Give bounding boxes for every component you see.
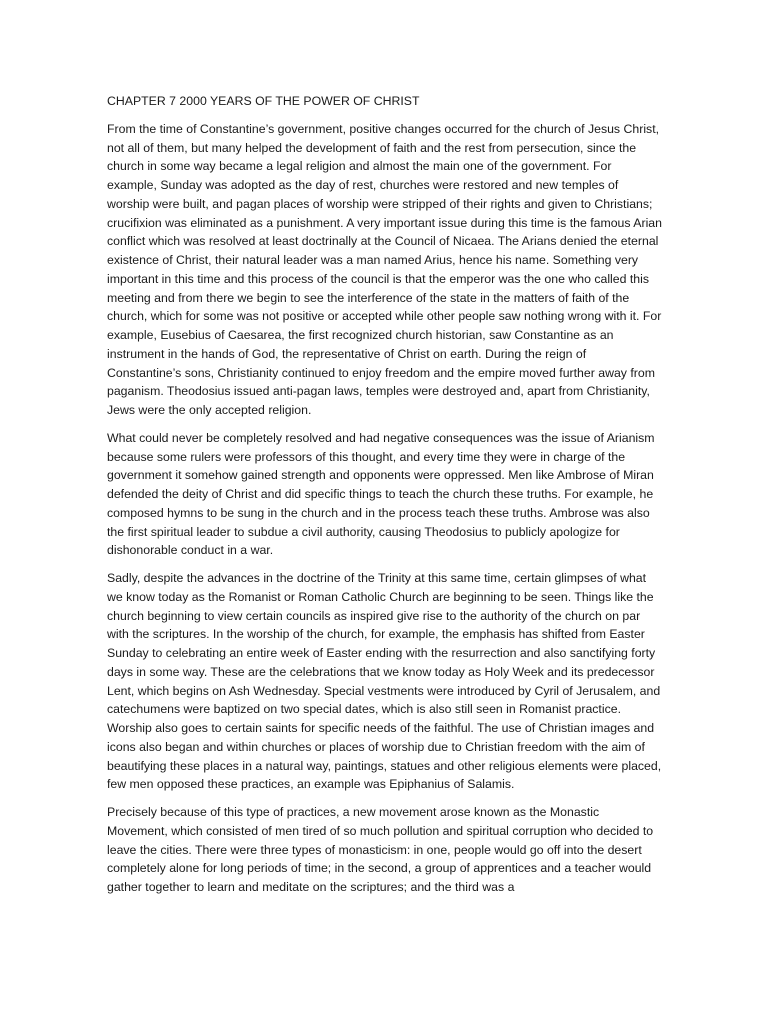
paragraph: Precisely because of this type of practices, a new movement arose known as the Monastic Movement, which consisted of men tired of so much pollution and spiritual corruption who decided to leave the cities. There were three types of monasticism: in one, people would go off into the desert completely alone for long periods of time; in the second, a group of apprentices and a teacher would gather together to learn and meditate on the scriptures; and the third was a <box>107 805 654 894</box>
chapter-title: CHAPTER 7 2000 YEARS OF THE POWER OF CHRIST <box>107 94 420 108</box>
paragraph: What could never be completely resolved and had negative consequences was the issue of Arianism because some rulers were professors of this thought, and every time they were in charge of the government it somehow gained strength and opponents were oppressed. Men like Ambrose of Miran defended the deity of Christ and did specific things to teach the church these truths. For example, he composed hymns to be sung in the church and in the process teach these truths. Ambrose was also the first spiritual leader to subdue a civil authority, causing Theodosius to publicly apologize for dishonorable conduct in a war. <box>107 430 655 558</box>
paragraph: From the time of Constantine’s government, positive changes occurred for the church of Jesus Christ, not all of them, but many helped the development of faith and the rest from persecution, since the church in some way became a legal religion and almost the main one of the government. For example, Sunday was adopted as the day of rest, churches were restored and new temples of worship were built, and pagan places of worship were stripped of their rights and given to Christians; crucifixion was eliminated as a punishment. A very important issue during this time is the famous Arian conflict which was resolved at least doctrinally at the Council of Nicaea. The Arians denied the eternal existence of Christ, their natural leader was a man named Arius, hence his name. Something very important in this time and this process of the council is that the emperor was the one who called this meeting and from there we begin to see the interference of the state in the matters of faith of the church, which for some was not positive or accepted while other people saw nothing wrong with it. For example, Eusebius of Caesarea, the first recognized church historian, saw Constantine as an instrument in the hands of God, the representative of Christ on earth. During the reign of Constantine’s sons, Christianity continued to enjoy freedom and the empire moved further away from paganism. Theodosius issued anti-pagan laws, temples were destroyed and, apart from Christianity, Jews were the only accepted religion. <box>107 121 662 417</box>
paragraph: Sadly, despite the advances in the doctrine of the Trinity at this same time, certain glimpses of what we know today as the Romanist or Roman Catholic Church are beginning to be seen. Things like the church beginning to view certain councils as inspired give rise to the authority of the church on par with the scriptures. In the worship of the church, for example, the emphasis has shifted from Easter Sunday to celebrating an entire week of Easter ending with the resurrection and also sanctifying forty days in some way. These are the celebrations that we know today as Holy Week and its predecessor Lent, which begins on Ash Wednesday. Special vestments were introduced by Cyril of Jerusalem, and catechumens were baptized on two special dates, which is also still seen in Romanist practice. Worship also goes to certain saints for specific needs of the faithful. The use of Christian images and icons also began and within churches or places of worship due to Christian freedom with the aim of beautifying these places in a natural way, paintings, statues and other religious elements were placed, few men opposed these practices, an example was Epiphanius of Salamis. <box>107 571 662 792</box>
document-page <box>107 92 663 906</box>
